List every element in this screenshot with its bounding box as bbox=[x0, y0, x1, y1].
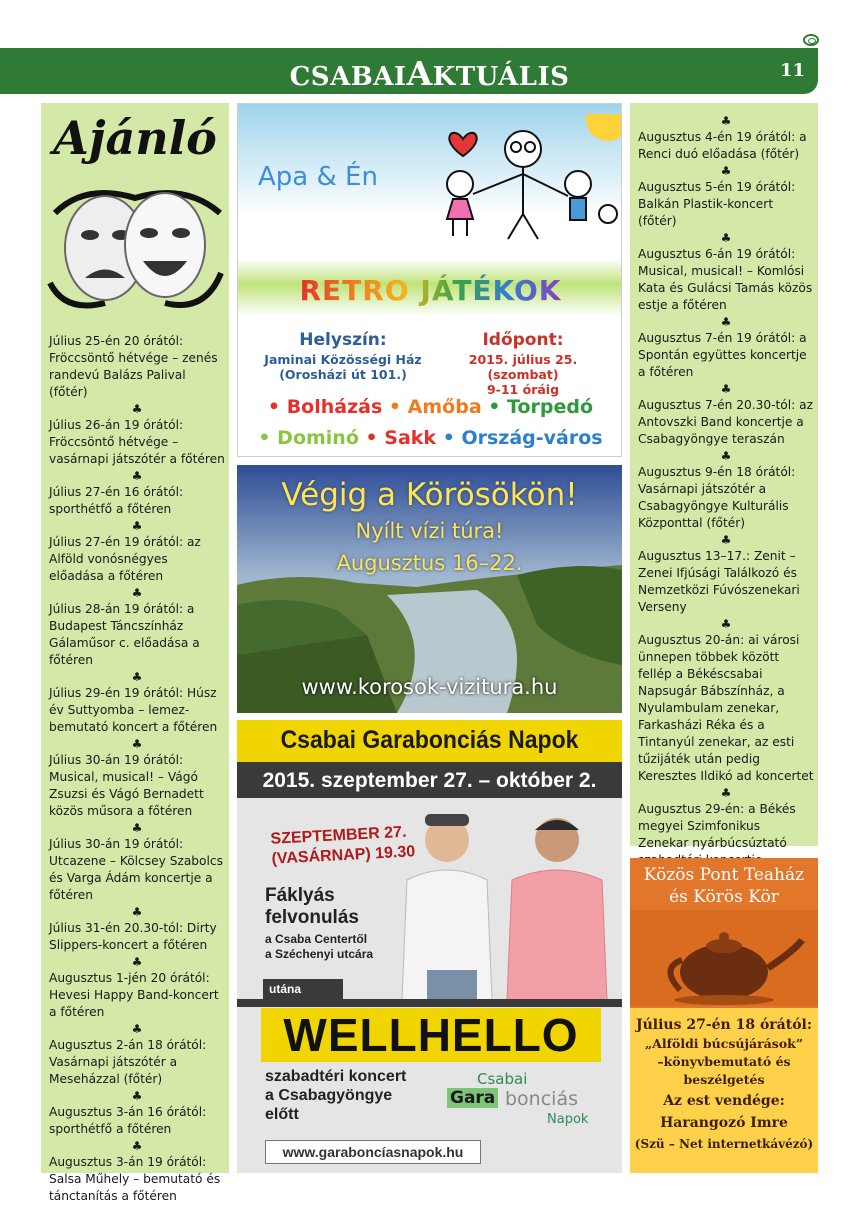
club-separator-icon: ♣ bbox=[131, 586, 143, 600]
poster-title bbox=[630, 864, 818, 908]
event-item: Július 26-án 19 órától: Fröccsöntő hétvége – vasárnapi játszótér a főtéren bbox=[49, 418, 225, 466]
club-separator-icon: ♣ bbox=[131, 402, 143, 416]
concert-line: a Csabagyöngye bbox=[265, 1087, 393, 1104]
club-separator-icon: ♣ bbox=[720, 617, 732, 631]
event-item: Augusztus 5-én 19 órától: Balkán Plastik-koncert (főtér) bbox=[638, 180, 796, 228]
right-event-list bbox=[638, 113, 814, 869]
poster-title: Végig a Körösökön! bbox=[281, 477, 578, 513]
event-line: –könyvbemutató és bbox=[657, 1054, 791, 1069]
event-item: Július 29-én 19 órától: Húsz év Suttyomba – lemez-bemutató koncert a főtéren bbox=[49, 686, 218, 734]
poster-subtitle: Nyílt vízi túra! bbox=[355, 519, 504, 543]
event-line: „Alföldi búcsújárások” bbox=[644, 1036, 804, 1051]
club-separator-icon: ♣ bbox=[131, 905, 143, 919]
event-item: Július 27-én 16 órától: sporthétfő a főtéren bbox=[49, 485, 184, 516]
logo-line: Napok bbox=[547, 1112, 589, 1127]
club-separator-icon: ♣ bbox=[131, 737, 143, 751]
poster-title bbox=[238, 274, 622, 307]
left-event-column bbox=[41, 103, 229, 1203]
event-item: Augusztus 3-án 16 órától: sporthétfő a főtéren bbox=[49, 1105, 207, 1136]
teapot-image bbox=[630, 910, 818, 1006]
event-item: Július 27-én 19 órától: az Alföld vonósnégyes előadása a főtéren bbox=[49, 535, 201, 583]
games-list-row: • Dominó • Sakk • Ország-város bbox=[258, 427, 603, 449]
venue-label: Helyszín: bbox=[299, 330, 387, 350]
time-value bbox=[433, 352, 613, 397]
event-item: Augusztus 2-án 18 órától: Vasárnapi játszótér a Meseházzal (főtér) bbox=[49, 1038, 207, 1086]
page-number: 11 bbox=[780, 60, 806, 81]
event-item: Július 28-án 19 órától: a Budapest Táncszínház Gálaműsor c. előadása a főtéren bbox=[49, 602, 200, 667]
game-item: Torpedó bbox=[507, 396, 594, 418]
club-separator-icon: ♣ bbox=[720, 786, 732, 800]
two-men-photo bbox=[387, 800, 617, 1000]
club-separator-icon: ♣ bbox=[131, 670, 143, 684]
poster-garabonciás-days bbox=[237, 720, 622, 1173]
torch-parade-label bbox=[265, 885, 359, 929]
torch-line: felvonulás bbox=[265, 907, 359, 928]
games-list-row: • Bolházás • Amőba • Torpedó bbox=[267, 396, 594, 418]
event-item: Augusztus 29-én: a Békés megyei Szimfonikus Zenekar nyárbúcsúztató bbox=[638, 802, 796, 850]
poster-river-tour bbox=[237, 465, 622, 713]
club-separator-icon: ♣ bbox=[720, 114, 732, 128]
title-big-letter: A bbox=[406, 54, 433, 93]
club-separator-icon: ♣ bbox=[720, 315, 732, 329]
poster-dates: 2015. szeptember 27. – október 2. bbox=[262, 769, 597, 792]
concert-line: előtt bbox=[265, 1106, 299, 1123]
event-item: Augusztus 1-jén 20 órától: Hevesi Happy Band-koncert a főtéren bbox=[49, 971, 219, 1019]
route-line: a Csaba Centertől bbox=[265, 932, 368, 946]
club-separator-icon: ♣ bbox=[131, 469, 143, 483]
game-item: Ország-város bbox=[461, 427, 603, 449]
poster-title: Csabai Garabonciás Napok bbox=[280, 726, 579, 754]
club-separator-icon: ♣ bbox=[720, 231, 732, 245]
club-separator-icon: ♣ bbox=[131, 1139, 143, 1153]
guest-label: Az est vendége: bbox=[663, 1093, 785, 1109]
game-item: Amőba bbox=[407, 396, 482, 418]
event-time: Július 27-én 18 órától: bbox=[635, 1017, 813, 1033]
event-item: Augusztus 9-én 18 órától: Vasárnapi játszótér a Csabagyöngye Kulturális Központtal (főtér) bbox=[638, 465, 796, 530]
theater-masks-icon bbox=[45, 173, 225, 323]
divider-bar bbox=[237, 999, 622, 1007]
poster-retro-games bbox=[237, 103, 622, 457]
festival-logo bbox=[437, 1070, 607, 1130]
club-separator-icon: ♣ bbox=[131, 1022, 143, 1036]
event-date-stamp bbox=[270, 822, 416, 869]
retro-title-text: RETRO JÁTÉKOK bbox=[299, 274, 562, 307]
logo-line: Gara bbox=[447, 1088, 498, 1108]
club-separator-icon: ♣ bbox=[131, 955, 143, 969]
band-name: WELLHELLO bbox=[261, 1008, 601, 1062]
left-event-list bbox=[49, 333, 225, 1205]
date-line: SZEPTEMBER 27. bbox=[270, 823, 407, 848]
logo-line: Csabai bbox=[477, 1070, 528, 1088]
poster-url: www.garaboncíasnapok.hu bbox=[265, 1140, 481, 1164]
concert-line: szabadtéri koncert bbox=[265, 1068, 407, 1085]
event-item: Augusztus 3-án 19 órától: Salsa Műhely – bemutató és tánctanítás a főtéren bbox=[49, 1155, 221, 1203]
title-part-2: KTUÁLIS bbox=[432, 62, 570, 92]
event-item: Július 31-én 20.30-tól: Dirty Slippers-koncert a főtéren bbox=[49, 921, 217, 952]
club-separator-icon: ♣ bbox=[131, 1089, 143, 1103]
venue-line: (Orosházi út 101.) bbox=[279, 367, 407, 382]
event-item: Július 30-án 19 órától: Musical, musical! – Vágó Zsuzsi és Vágó Bernadett közös műsora a főtéren bbox=[49, 753, 204, 818]
club-separator-icon: ♣ bbox=[720, 382, 732, 396]
poster-teahouse bbox=[630, 858, 818, 1173]
event-item: Augusztus 7-én 19 órától: a Spontán együttes koncertje a főtéren bbox=[638, 331, 807, 379]
time-label: Időpont: bbox=[482, 330, 564, 350]
time-line: 2015. július 25. (szombat) bbox=[468, 352, 578, 382]
poster-dates: Augusztus 16–22. bbox=[336, 551, 523, 575]
event-item: Augusztus 7-én 20.30-tól: az Antovszki Band koncertje a Csabagyöngye teraszán bbox=[638, 398, 813, 446]
poster-url: www.korosok-vizitura.hu bbox=[301, 675, 558, 699]
event-item: Augusztus 20-án: ai városi ünnepen többek között fellép a Békéscsabai Napsugár Bábszínház, a Nyulambulam zenekar, Farkasházi Réka és a Tintanyúl zenekar, az esti tűzijáték után pedig Keresztes Ildikó ad koncertet bbox=[638, 633, 814, 783]
venue-line: Jaminai Közösségi Ház bbox=[264, 352, 422, 367]
title-line: Közös Pont Teaház bbox=[643, 865, 805, 885]
poster-brand: Apa & Én bbox=[258, 162, 378, 192]
club-separator-icon: ♣ bbox=[720, 449, 732, 463]
magazine-title bbox=[0, 54, 859, 93]
event-item: Augusztus 13–17.: Zenit – Zenei Ifjúsági Találkozó és Nemzetközi Fúvószenekari Verseny bbox=[638, 549, 800, 614]
event-item: Július 25-én 20 órától: Fröccsöntő hétvége – zenés randevú Balázs Palival (főtér) bbox=[49, 334, 218, 399]
event-place: (Szü – Net internetkávézó) bbox=[634, 1137, 814, 1151]
event-item: Július 30-án 19 órától: Utcazene – Kölcsey Szabolcs és Varga Ádám koncertje a főtéren bbox=[49, 837, 223, 902]
parade-route bbox=[265, 932, 373, 962]
event-item: Augusztus 6-án 19 órától: Musical, musical! – Komlósi Kata és Gulácsi Tamás közös estje a főtéren bbox=[638, 247, 813, 312]
section-title: Ajánló bbox=[53, 111, 217, 165]
route-line: a Széchenyi utcára bbox=[265, 947, 374, 961]
game-item: Bolházás bbox=[286, 396, 383, 418]
title-line: és Körös Kör bbox=[669, 887, 779, 907]
logo-line: bonciás bbox=[505, 1088, 578, 1110]
guest-name: Harangozó Imre bbox=[660, 1115, 788, 1131]
game-item: Sakk bbox=[384, 427, 437, 449]
date-line: (VASÁRNAP) 19.30 bbox=[271, 843, 416, 868]
poster-event-text bbox=[634, 1016, 814, 1153]
event-item: Augusztus 4-én 19 órától: a Renci duó előadása (főtér) bbox=[638, 130, 807, 161]
club-separator-icon: ♣ bbox=[720, 164, 732, 178]
torch-line: Fáklyás bbox=[265, 885, 335, 906]
club-separator-icon: ♣ bbox=[131, 821, 143, 835]
event-line: beszélgetés bbox=[683, 1072, 765, 1087]
title-part-1: CSABAI bbox=[289, 62, 407, 92]
swirl-ornament-icon bbox=[803, 34, 819, 46]
club-separator-icon: ♣ bbox=[720, 533, 732, 547]
club-separator-icon: ♣ bbox=[131, 519, 143, 533]
family-drawing-icon bbox=[403, 114, 622, 244]
right-event-column bbox=[630, 103, 818, 850]
concert-label bbox=[265, 1067, 406, 1124]
time-line: 9-11 óráig bbox=[486, 382, 560, 397]
after-label: utána bbox=[263, 979, 343, 999]
game-item: Dominó bbox=[277, 427, 359, 449]
venue-value bbox=[258, 352, 428, 382]
